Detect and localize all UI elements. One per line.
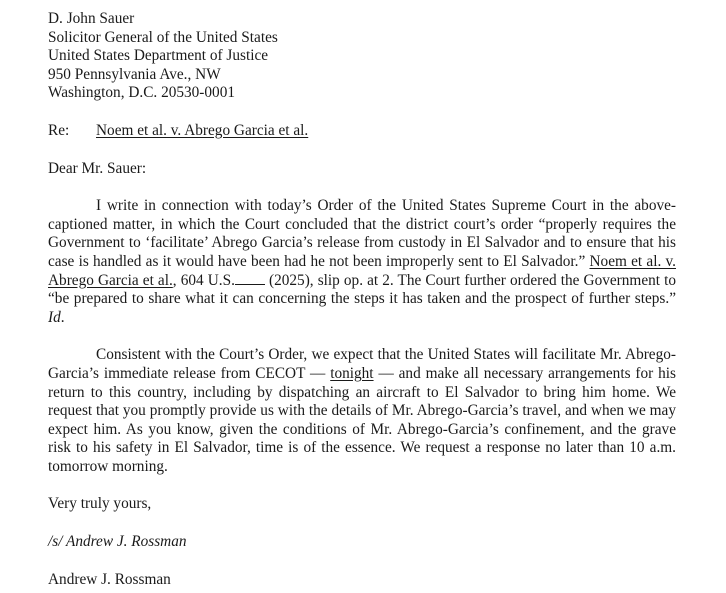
recipient-department: United States Department of Justice (48, 47, 269, 65)
paragraph-1-text-b: , 604 U.S. (172, 271, 235, 289)
letter-page (48, 10, 676, 589)
id-citation: Id (48, 308, 61, 326)
closing: Very truly yours, (48, 495, 152, 513)
paragraph-2-text-a: Consistent with the Court’s Order, we expect that the United States will facilitate Mr. Abrego-Garcia’s immediate release from CECOT — (48, 346, 676, 382)
recipient-name: D. John Sauer (48, 10, 135, 27)
signatory-name: Andrew J. Rossman (48, 570, 171, 588)
re-line (48, 122, 676, 141)
salutation: Dear Mr. Sauer: (48, 159, 147, 177)
emphasis-tonight: tonight (330, 364, 374, 382)
citation-case-name: Noem et al. v. Abrego Garcia et al. (48, 252, 676, 289)
paragraph-1-text-a: I write in connection with today’s Order of the United States Supreme Court in the above-captioned matter, in which the Court concluded that the district court’s order “properly requires the Government to ‘facilitate’ Abrego Garcia’s release from custody in El Salvador and to ensure that his case is handled as it would have been had he not been improperly sent to El Salvador.” (48, 197, 676, 270)
recipient-title: Solicitor General of the United States (48, 28, 278, 46)
re-label: Re: (48, 121, 70, 139)
re-case-name: Noem et al. v. Abrego Garcia et al. (96, 121, 309, 139)
recipient-street: 950 Pennsylvania Ave., NW (48, 65, 221, 83)
paragraph-1-text-d: . (60, 308, 65, 326)
citation-page-blank (235, 272, 265, 285)
paragraph-1-text-c: (2025), slip op. at 2. The Court further ordered the Government to “be prepared to share what it can concerning the steps it has taken and the prospect of further steps.” (48, 271, 676, 308)
recipient-city: Washington, D.C. 20530-0001 (48, 84, 235, 102)
electronic-signature: /s/ Andrew J. Rossman (48, 533, 187, 551)
recipient-address-block (48, 10, 676, 103)
paragraph-2-text-b: — and make all necessary arrangements for his return to this country, including by dispatching an aircraft to El Salvador to bring him home. We request that you promptly provide us with the details of Mr. Abrego-Garcia’s travel, and when we may expect him. As you know, given the conditions of Mr. Abrego-Garcia’s confinement, and the grave risk to his safety in El Salvador, time is of the essence. We request a response no later than 10 a.m. tomorrow morning. (48, 364, 676, 475)
body-paragraph-1 (48, 197, 676, 327)
body-paragraph-2 (48, 346, 676, 476)
